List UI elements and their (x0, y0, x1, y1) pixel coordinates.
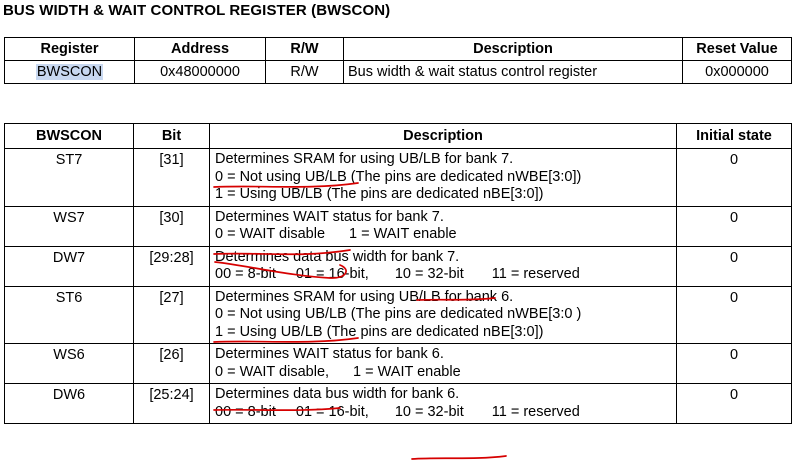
register-summary-table (4, 37, 792, 84)
field-description: Determines data bus width for bank 6. 00 = 8-bit 01 = 16-bit, 10 = 32-bit 11 = reserved (210, 384, 677, 424)
bit-field-table (4, 123, 792, 424)
register-rw: R/W (266, 61, 344, 84)
register-table-header (5, 38, 792, 61)
field-initial-state: 0 (677, 206, 792, 246)
header-register: Register (5, 38, 135, 61)
field-initial-state: 0 (677, 246, 792, 286)
field-description: Determines WAIT status for bank 6. 0 = WAIT disable, 1 = WAIT enable (210, 344, 677, 384)
register-reset-value: 0x000000 (683, 61, 792, 84)
page-title: BUS WIDTH & WAIT CONTROL REGISTER (BWSCON) (3, 2, 391, 19)
table-row (5, 286, 792, 344)
table-row (5, 149, 792, 207)
field-bit: [31] (134, 149, 210, 207)
header-description: Description (344, 38, 683, 61)
field-description: Determines data bus width for bank 7. 00 = 8-bit 01 = 16-bit, 10 = 32-bit 11 = reserved (210, 246, 677, 286)
field-name: ST7 (5, 149, 134, 207)
field-bit: [26] (134, 344, 210, 384)
field-name: DW6 (5, 384, 134, 424)
table-row (5, 61, 792, 84)
field-description: Determines WAIT status for bank 7. 0 = WAIT disable 1 = WAIT enable (210, 206, 677, 246)
field-initial-state: 0 (677, 384, 792, 424)
header-description: Description (210, 124, 677, 149)
table-row (5, 344, 792, 384)
field-initial-state: 0 (677, 149, 792, 207)
field-name: WS7 (5, 206, 134, 246)
field-name: WS6 (5, 344, 134, 384)
field-initial-state: 0 (677, 286, 792, 344)
field-initial-state: 0 (677, 344, 792, 384)
bit-table-header (5, 124, 792, 149)
field-description: Determines SRAM for using UB/LB for bank 7. 0 = Not using UB/LB (The pins are dedicated nWBE[3:0]) 1 = Using UB/LB (The pins are dedicated nBE[3:0]) (210, 149, 677, 207)
field-bit: [30] (134, 206, 210, 246)
table-row (5, 384, 792, 424)
field-bit: [27] (134, 286, 210, 344)
header-initial-state: Initial state (677, 124, 792, 149)
field-name: DW7 (5, 246, 134, 286)
field-bit: [25:24] (134, 384, 210, 424)
header-address: Address (135, 38, 266, 61)
table-row (5, 206, 792, 246)
register-address: 0x48000000 (135, 61, 266, 84)
register-description: Bus width & wait status control register (344, 61, 683, 84)
header-reset-value: Reset Value (683, 38, 792, 61)
field-description: Determines SRAM for using UB/LB for bank 6. 0 = Not using UB/LB (The pins are dedicated nWBE[3:0 ) 1 = Using UB/LB (The pins are dedicated nBE[3:0]) (210, 286, 677, 344)
field-name: ST6 (5, 286, 134, 344)
field-bit: [29:28] (134, 246, 210, 286)
register-name-selected[interactable]: BWSCON (36, 64, 103, 80)
underline-dw6-32bit (412, 456, 506, 459)
header-rw: R/W (266, 38, 344, 61)
header-bwscon: BWSCON (5, 124, 134, 149)
header-bit: Bit (134, 124, 210, 149)
table-row (5, 246, 792, 286)
